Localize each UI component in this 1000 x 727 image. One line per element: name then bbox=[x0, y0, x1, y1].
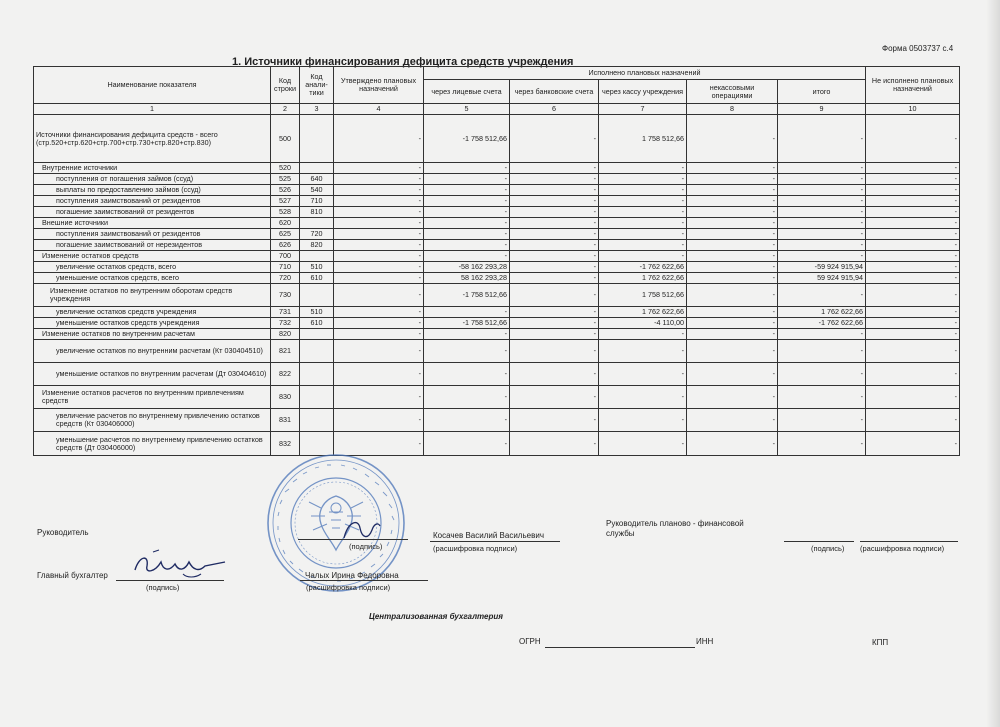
cash-cell: - bbox=[599, 363, 687, 386]
not-executed-cell: - bbox=[866, 185, 960, 196]
non-cash-cell: - bbox=[687, 262, 778, 273]
bank-accounts-cell: - bbox=[510, 386, 599, 409]
line-code-cell: 720 bbox=[271, 273, 300, 284]
total-cell: 1 762 622,66 bbox=[778, 307, 866, 318]
total-cell: - bbox=[778, 240, 866, 251]
table-row bbox=[34, 273, 960, 284]
bank-accounts-cell: - bbox=[510, 307, 599, 318]
cash-cell: 1 758 512,66 bbox=[599, 115, 687, 163]
chief-accountant-handwritten-signature bbox=[125, 548, 230, 584]
cash-cell: -4 110,00 bbox=[599, 318, 687, 329]
personal-accounts-cell: - bbox=[424, 196, 510, 207]
planning-head-label: Руководитель планово - финансовой службы bbox=[606, 519, 744, 538]
column-number: 8 bbox=[687, 104, 778, 115]
line-code-cell: 500 bbox=[271, 115, 300, 163]
approved-cell: - bbox=[334, 363, 424, 386]
column-number: 3 bbox=[300, 104, 334, 115]
indicator-name-cell: увеличение расчетов по внутреннему привлечению остатков средств (Кт 030406000) bbox=[34, 409, 271, 432]
cash-cell: - bbox=[599, 329, 687, 340]
total-cell: - bbox=[778, 229, 866, 240]
non-cash-cell: - bbox=[687, 163, 778, 174]
total-cell: - bbox=[778, 185, 866, 196]
table-row bbox=[34, 115, 960, 163]
scan-edge-shadow bbox=[986, 0, 1000, 727]
non-cash-cell: - bbox=[687, 251, 778, 262]
table-row bbox=[34, 329, 960, 340]
indicator-name-cell: Изменение остатков по внутренним расчетам bbox=[34, 329, 271, 340]
personal-accounts-cell: - bbox=[424, 229, 510, 240]
approved-cell: - bbox=[334, 318, 424, 329]
line-code-cell: 731 bbox=[271, 307, 300, 318]
total-cell: - bbox=[778, 163, 866, 174]
line-code-cell: 831 bbox=[271, 409, 300, 432]
total-cell: - bbox=[778, 174, 866, 185]
cash-cell: - bbox=[599, 218, 687, 229]
non-cash-cell: - bbox=[687, 185, 778, 196]
line-code-cell: 822 bbox=[271, 363, 300, 386]
head-name-note: (расшифровка подписи) bbox=[433, 544, 518, 553]
total-cell: - bbox=[778, 432, 866, 456]
personal-accounts-cell: - bbox=[424, 207, 510, 218]
line-code-cell: 700 bbox=[271, 251, 300, 262]
approved-cell: - bbox=[334, 432, 424, 456]
line-code-cell: 732 bbox=[271, 318, 300, 329]
line-code-cell: 821 bbox=[271, 340, 300, 363]
non-cash-cell: - bbox=[687, 284, 778, 307]
not-executed-cell: - bbox=[866, 251, 960, 262]
analytics-code-cell: 810 bbox=[300, 207, 334, 218]
cash-cell: - bbox=[599, 340, 687, 363]
non-cash-cell: - bbox=[687, 218, 778, 229]
not-executed-cell: - bbox=[866, 432, 960, 456]
column-number: 4 bbox=[334, 104, 424, 115]
header-executed-group: Исполнено плановых назначений bbox=[424, 67, 866, 80]
approved-cell: - bbox=[334, 115, 424, 163]
head-name: Косачев Василий Васильевич bbox=[433, 531, 544, 540]
planning-name-note: (расшифровка подписи) bbox=[860, 544, 945, 553]
personal-accounts-cell: -1 758 512,66 bbox=[424, 318, 510, 329]
indicator-name-cell: Изменение остатков средств bbox=[34, 251, 271, 262]
bank-accounts-cell: - bbox=[510, 251, 599, 262]
cash-cell: - bbox=[599, 409, 687, 432]
personal-accounts-cell: - bbox=[424, 432, 510, 456]
line-code-cell: 626 bbox=[271, 240, 300, 251]
chief-name: Чалых Ирина Федоровна bbox=[305, 571, 399, 580]
approved-cell: - bbox=[334, 409, 424, 432]
not-executed-cell: - bbox=[866, 318, 960, 329]
bank-accounts-cell: - bbox=[510, 240, 599, 251]
chief-signature-note: (подпись) bbox=[146, 583, 180, 592]
line-code-cell: 620 bbox=[271, 218, 300, 229]
column-number: 6 bbox=[510, 104, 599, 115]
cash-cell: - bbox=[599, 240, 687, 251]
chief-signature-line bbox=[116, 580, 224, 581]
line-code-cell: 625 bbox=[271, 229, 300, 240]
cash-cell: - bbox=[599, 229, 687, 240]
non-cash-cell: - bbox=[687, 273, 778, 284]
personal-accounts-cell: -1 758 512,66 bbox=[424, 115, 510, 163]
total-cell: - bbox=[778, 251, 866, 262]
approved-cell: - bbox=[334, 307, 424, 318]
header-not-executed: Не исполнено плановых назначений bbox=[866, 67, 960, 104]
not-executed-cell: - bbox=[866, 229, 960, 240]
chief-name-note: (расшифровка подписи) bbox=[306, 583, 391, 592]
personal-accounts-cell: - bbox=[424, 174, 510, 185]
table-row bbox=[34, 363, 960, 386]
approved-cell: - bbox=[334, 218, 424, 229]
header-row-top bbox=[34, 67, 960, 80]
cash-cell: - bbox=[599, 432, 687, 456]
personal-accounts-cell: -1 758 512,66 bbox=[424, 284, 510, 307]
approved-cell: - bbox=[334, 284, 424, 307]
cash-cell: - bbox=[599, 196, 687, 207]
table-row bbox=[34, 207, 960, 218]
not-executed-cell: - bbox=[866, 174, 960, 185]
not-executed-cell: - bbox=[866, 284, 960, 307]
line-code-cell: 520 bbox=[271, 163, 300, 174]
personal-accounts-cell: 58 162 293,28 bbox=[424, 273, 510, 284]
non-cash-cell: - bbox=[687, 196, 778, 207]
indicator-name-cell: выплаты по предоставлению займов (ссуд) bbox=[34, 185, 271, 196]
line-code-cell: 527 bbox=[271, 196, 300, 207]
analytics-code-cell: 610 bbox=[300, 318, 334, 329]
header-via-cash: через кассу учреждения bbox=[599, 80, 687, 104]
non-cash-cell: - bbox=[687, 207, 778, 218]
analytics-code-cell: 610 bbox=[300, 273, 334, 284]
indicator-name-cell: поступления заимствований от резидентов bbox=[34, 196, 271, 207]
table-row bbox=[34, 318, 960, 329]
head-signature-note: (подпись) bbox=[349, 542, 383, 551]
table-row bbox=[34, 185, 960, 196]
table-row bbox=[34, 196, 960, 207]
non-cash-cell: - bbox=[687, 115, 778, 163]
analytics-code-cell bbox=[300, 251, 334, 262]
inn-label: ИНН bbox=[696, 637, 714, 646]
analytics-code-cell bbox=[300, 363, 334, 386]
analytics-code-cell: 710 bbox=[300, 196, 334, 207]
total-cell: - bbox=[778, 284, 866, 307]
header-analytics-code: Код анали-тики bbox=[300, 67, 334, 104]
personal-accounts-cell: - bbox=[424, 185, 510, 196]
not-executed-cell: - bbox=[866, 115, 960, 163]
indicator-name-cell: поступления заимствований от резидентов bbox=[34, 229, 271, 240]
table-row bbox=[34, 409, 960, 432]
column-number: 7 bbox=[599, 104, 687, 115]
column-number: 10 bbox=[866, 104, 960, 115]
non-cash-cell: - bbox=[687, 432, 778, 456]
non-cash-cell: - bbox=[687, 386, 778, 409]
analytics-code-cell bbox=[300, 163, 334, 174]
non-cash-cell: - bbox=[687, 229, 778, 240]
not-executed-cell: - bbox=[866, 240, 960, 251]
not-executed-cell: - bbox=[866, 307, 960, 318]
table-row bbox=[34, 229, 960, 240]
cash-cell: - bbox=[599, 163, 687, 174]
personal-accounts-cell: - bbox=[424, 363, 510, 386]
header-line-code: Код строки bbox=[271, 67, 300, 104]
analytics-code-cell bbox=[300, 409, 334, 432]
chief-accountant-label: Главный бухгалтер bbox=[37, 571, 108, 580]
analytics-code-cell bbox=[300, 340, 334, 363]
approved-cell: - bbox=[334, 163, 424, 174]
non-cash-cell: - bbox=[687, 307, 778, 318]
column-number: 5 bbox=[424, 104, 510, 115]
bank-accounts-cell: - bbox=[510, 174, 599, 185]
column-number: 2 bbox=[271, 104, 300, 115]
personal-accounts-cell: - bbox=[424, 240, 510, 251]
financing-sources-table bbox=[33, 66, 960, 456]
analytics-code-cell: 640 bbox=[300, 174, 334, 185]
table-row bbox=[34, 340, 960, 363]
bank-accounts-cell: - bbox=[510, 185, 599, 196]
non-cash-cell: - bbox=[687, 340, 778, 363]
bank-accounts-cell: - bbox=[510, 218, 599, 229]
bank-accounts-cell: - bbox=[510, 115, 599, 163]
cash-cell: - bbox=[599, 185, 687, 196]
total-cell: - bbox=[778, 196, 866, 207]
bank-accounts-cell: - bbox=[510, 229, 599, 240]
central-accounting-label: Централизованная бухгалтерия bbox=[369, 612, 503, 621]
head-label: Руководитель bbox=[37, 528, 89, 537]
personal-accounts-cell: - bbox=[424, 329, 510, 340]
not-executed-cell: - bbox=[866, 262, 960, 273]
indicator-name-cell: увеличение остатков по внутренним расчетам (Кт 030404510) bbox=[34, 340, 271, 363]
not-executed-cell: - bbox=[866, 340, 960, 363]
indicator-name-cell: Изменение остатков по внутренним оборотам средств учреждения bbox=[34, 284, 271, 307]
approved-cell: - bbox=[334, 174, 424, 185]
total-cell: - bbox=[778, 386, 866, 409]
indicator-name-cell: поступления от погашения займов (ссуд) bbox=[34, 174, 271, 185]
analytics-code-cell: 510 bbox=[300, 262, 334, 273]
bank-accounts-cell: - bbox=[510, 207, 599, 218]
bank-accounts-cell: - bbox=[510, 163, 599, 174]
bank-accounts-cell: - bbox=[510, 329, 599, 340]
personal-accounts-cell: - bbox=[424, 218, 510, 229]
total-cell: -1 762 622,66 bbox=[778, 318, 866, 329]
total-cell: - bbox=[778, 329, 866, 340]
cash-cell: 1 758 512,66 bbox=[599, 284, 687, 307]
planning-signature-line bbox=[784, 541, 854, 542]
cash-cell: - bbox=[599, 174, 687, 185]
table-row bbox=[34, 218, 960, 229]
indicator-name-cell: погашение заимствований от нерезидентов bbox=[34, 240, 271, 251]
bank-accounts-cell: - bbox=[510, 318, 599, 329]
ogrn-line bbox=[545, 647, 695, 648]
indicator-name-cell: уменьшение остатков по внутренним расчетам (Дт 030404610) bbox=[34, 363, 271, 386]
total-cell: 59 924 915,94 bbox=[778, 273, 866, 284]
not-executed-cell: - bbox=[866, 329, 960, 340]
line-code-cell: 710 bbox=[271, 262, 300, 273]
cash-cell: - bbox=[599, 207, 687, 218]
header-via-personal-accounts: через лицевые счета bbox=[424, 80, 510, 104]
planning-name-line bbox=[860, 541, 958, 542]
bank-accounts-cell: - bbox=[510, 363, 599, 386]
bank-accounts-cell: - bbox=[510, 340, 599, 363]
cash-cell: - bbox=[599, 386, 687, 409]
kpp-label: КПП bbox=[872, 638, 889, 647]
header-non-cash: некассовыми операциями bbox=[687, 80, 778, 104]
personal-accounts-cell: - bbox=[424, 251, 510, 262]
not-executed-cell: - bbox=[866, 207, 960, 218]
total-cell: - bbox=[778, 115, 866, 163]
bank-accounts-cell: - bbox=[510, 409, 599, 432]
personal-accounts-cell: - bbox=[424, 163, 510, 174]
cash-cell: - bbox=[599, 251, 687, 262]
approved-cell: - bbox=[334, 386, 424, 409]
indicator-name-cell: Изменение остатков расчетов по внутренним привлечениям средств bbox=[34, 386, 271, 409]
indicator-name-cell: погашение заимствований от резидентов bbox=[34, 207, 271, 218]
total-cell: - bbox=[778, 218, 866, 229]
non-cash-cell: - bbox=[687, 240, 778, 251]
approved-cell: - bbox=[334, 251, 424, 262]
table-row bbox=[34, 174, 960, 185]
non-cash-cell: - bbox=[687, 329, 778, 340]
analytics-code-cell bbox=[300, 218, 334, 229]
line-code-cell: 528 bbox=[271, 207, 300, 218]
total-cell: - bbox=[778, 340, 866, 363]
line-code-cell: 526 bbox=[271, 185, 300, 196]
column-number: 1 bbox=[34, 104, 271, 115]
not-executed-cell: - bbox=[866, 163, 960, 174]
bank-accounts-cell: - bbox=[510, 284, 599, 307]
ogrn-label: ОГРН bbox=[519, 637, 541, 646]
section-title: 1. Источники финансирования дефицита средств учреждения bbox=[232, 56, 574, 68]
head-name-line bbox=[430, 541, 560, 542]
approved-cell: - bbox=[334, 196, 424, 207]
indicator-name-cell: Источники финансирования дефицита средств - всего (стр.520+стр.620+стр.700+стр.730+стр.820+стр.830) bbox=[34, 115, 271, 163]
indicator-name-cell: увеличение остатков средств учреждения bbox=[34, 307, 271, 318]
planning-signature-note: (подпись) bbox=[811, 544, 845, 553]
table-row bbox=[34, 240, 960, 251]
header-approved: Утверждено плановых назначений bbox=[334, 67, 424, 104]
approved-cell: - bbox=[334, 329, 424, 340]
non-cash-cell: - bbox=[687, 363, 778, 386]
non-cash-cell: - bbox=[687, 174, 778, 185]
indicator-name-cell: увеличение остатков средств, всего bbox=[34, 262, 271, 273]
analytics-code-cell bbox=[300, 386, 334, 409]
indicator-name-cell: уменьшение расчетов по внутреннему привлечению остатков средств (Дт 030406000) bbox=[34, 432, 271, 456]
approved-cell: - bbox=[334, 240, 424, 251]
not-executed-cell: - bbox=[866, 218, 960, 229]
indicator-name-cell: Внешние источники bbox=[34, 218, 271, 229]
analytics-code-cell: 720 bbox=[300, 229, 334, 240]
table-row bbox=[34, 307, 960, 318]
line-code-cell: 525 bbox=[271, 174, 300, 185]
not-executed-cell: - bbox=[866, 363, 960, 386]
column-number: 9 bbox=[778, 104, 866, 115]
personal-accounts-cell: - bbox=[424, 409, 510, 432]
non-cash-cell: - bbox=[687, 318, 778, 329]
header-total: итого bbox=[778, 80, 866, 104]
approved-cell: - bbox=[334, 340, 424, 363]
chief-name-line bbox=[300, 580, 428, 581]
indicator-name-cell: уменьшение остатков средств учреждения bbox=[34, 318, 271, 329]
analytics-code-cell: 820 bbox=[300, 240, 334, 251]
analytics-code-cell: 510 bbox=[300, 307, 334, 318]
total-cell: - bbox=[778, 207, 866, 218]
total-cell: -59 924 915,94 bbox=[778, 262, 866, 273]
analytics-code-cell: 540 bbox=[300, 185, 334, 196]
bank-accounts-cell: - bbox=[510, 262, 599, 273]
cash-cell: 1 762 622,66 bbox=[599, 273, 687, 284]
approved-cell: - bbox=[334, 229, 424, 240]
line-code-cell: 730 bbox=[271, 284, 300, 307]
approved-cell: - bbox=[334, 207, 424, 218]
bank-accounts-cell: - bbox=[510, 273, 599, 284]
head-signature-line bbox=[298, 539, 408, 540]
table-row bbox=[34, 284, 960, 307]
total-cell: - bbox=[778, 363, 866, 386]
not-executed-cell: - bbox=[866, 409, 960, 432]
line-code-cell: 832 bbox=[271, 432, 300, 456]
personal-accounts-cell: - bbox=[424, 386, 510, 409]
not-executed-cell: - bbox=[866, 273, 960, 284]
bank-accounts-cell: - bbox=[510, 196, 599, 207]
header-via-bank-accounts: через банковские счета bbox=[510, 80, 599, 104]
cash-cell: 1 762 622,66 bbox=[599, 307, 687, 318]
header-name: Наименование показателя bbox=[34, 67, 271, 104]
table-row bbox=[34, 432, 960, 456]
bank-accounts-cell: - bbox=[510, 432, 599, 456]
table-row bbox=[34, 163, 960, 174]
analytics-code-cell bbox=[300, 329, 334, 340]
form-code: Форма 0503737 с.4 bbox=[882, 44, 954, 53]
analytics-code-cell bbox=[300, 284, 334, 307]
not-executed-cell: - bbox=[866, 196, 960, 207]
indicator-name-cell: уменьшение остатков средств, всего bbox=[34, 273, 271, 284]
approved-cell: - bbox=[334, 262, 424, 273]
personal-accounts-cell: -58 162 293,28 bbox=[424, 262, 510, 273]
head-handwritten-signature bbox=[338, 512, 384, 546]
indicator-name-cell: Внутренние источники bbox=[34, 163, 271, 174]
analytics-code-cell bbox=[300, 115, 334, 163]
personal-accounts-cell: - bbox=[424, 340, 510, 363]
personal-accounts-cell: - bbox=[424, 307, 510, 318]
approved-cell: - bbox=[334, 273, 424, 284]
non-cash-cell: - bbox=[687, 409, 778, 432]
not-executed-cell: - bbox=[866, 386, 960, 409]
table-row bbox=[34, 251, 960, 262]
approved-cell: - bbox=[334, 185, 424, 196]
column-numbers-row bbox=[34, 104, 960, 115]
line-code-cell: 820 bbox=[271, 329, 300, 340]
table-row bbox=[34, 386, 960, 409]
total-cell: - bbox=[778, 409, 866, 432]
table-row bbox=[34, 262, 960, 273]
cash-cell: -1 762 622,66 bbox=[599, 262, 687, 273]
line-code-cell: 830 bbox=[271, 386, 300, 409]
